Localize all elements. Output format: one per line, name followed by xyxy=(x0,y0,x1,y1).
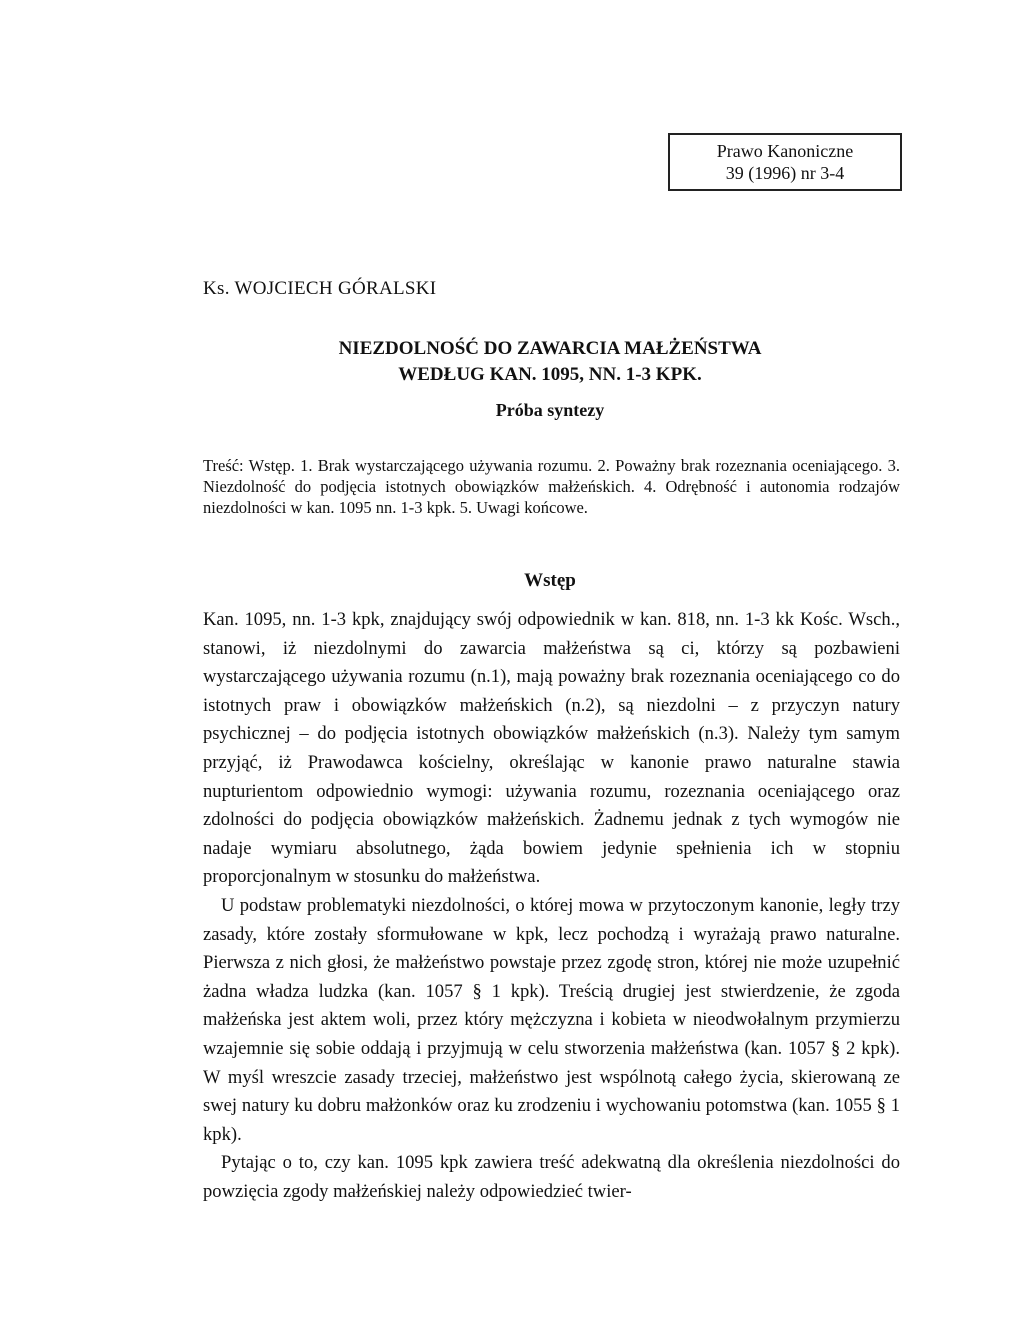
article-title-line-2: WEDŁUG KAN. 1095, NN. 1-3 KPK. xyxy=(398,364,702,385)
paragraph: Pytając o to, czy kan. 1095 kpk zawiera treść adekwatną dla określenia niezdolności do powzięcia zgody małżeńskiej należy odpowiedzieć twier- xyxy=(203,1152,900,1202)
section-heading: Wstęp xyxy=(524,570,576,591)
article-subtitle: Próba syntezy xyxy=(495,400,605,420)
table-of-contents: Treść: Wstęp. 1. Brak wystarczającego używania rozumu. 2. Poważny brak rozeznania oceniającego. 3. Niezdolność do podjęcia istotnych obowiązków małżeńskich. 4. Odrębność i autonomia rodzajów niezdolności w kan. 1095 nn. 1-3 kpk. 5. Uwagi końcowe. xyxy=(203,456,900,517)
body-text xyxy=(203,606,900,1206)
article-title-line-1: NIEZDOLNOŚĆ DO ZAWARCIA MAŁŻEŃSTWA xyxy=(338,338,762,359)
journal-citation-box xyxy=(668,133,902,191)
paragraph: U podstaw problematyki niezdolności, o której mowa w przytoczonym kanonie, legły trzy zasady, które zostały sformułowane w kpk, lecz pochodzą i wyrażają prawo naturalne. Pierwsza z nich głosi, że małżeństwo powstaje przez zgodę stron, której nie może uzupełnić żadna władza ludzka (kan. 1057 § 1 kpk). Treścią drugiej jest stwierdzenie, że zgoda małżeńska jest aktem woli, przez który mężczyzna i kobieta w nieodwołalnym przymierzu wzajemnie się sobie oddają i przyjmują w celu stworzenia małżeństwa (kan. 1057 § 2 kpk). W myśl wreszcie zasady trzeciej, małżeństwo jest wspólnotą całego życia, skierowaną ze swej natury ku dobru małżonków oraz ku zrodzeniu i wychowaniu potomstwa (kan. 1055 § 1 kpk). xyxy=(203,894,900,1145)
journal-name: Prawo Kanoniczne xyxy=(716,141,854,161)
paragraph: Kan. 1095, nn. 1-3 kpk, znajdujący swój odpowiednik w kan. 818, nn. 1-3 kk Kośc. Wsch., stanowi, iż niezdolnymi do zawarcia małżeństwa są ci, którzy są pozbawieni wystarczającego używania rozumu (n.1), mają poważny brak rozeznania oceniającego co do istotnych praw i obowiązków małżeńskich (n.2), są niezdolni – z przyczyn natury psychicznej – do podjęcia istotnych obowiązków małżeńskich (n.3). Należy tym samym przyjąć, iż Prawodawca kościelny, określając w kanonie prawo naturalne stawia nupturientom odpowiednio wymogi: używania rozumu, rozeznania oceniającego oraz zdolności do podjęcia obowiązków małżeńskich. Żadnemu jednak z tych wymogów nie nadaje wymiaru absolutnego, żąda bowiem jedynie spełnienia ich w stopniu proporcjonalnym w stosunku do małżeństwa. xyxy=(203,609,900,888)
journal-volume: 39 (1996) nr 3-4 xyxy=(725,163,845,183)
article-title-block xyxy=(200,336,900,421)
author-name: Ks. WOJCIECH GÓRALSKI xyxy=(203,278,437,299)
